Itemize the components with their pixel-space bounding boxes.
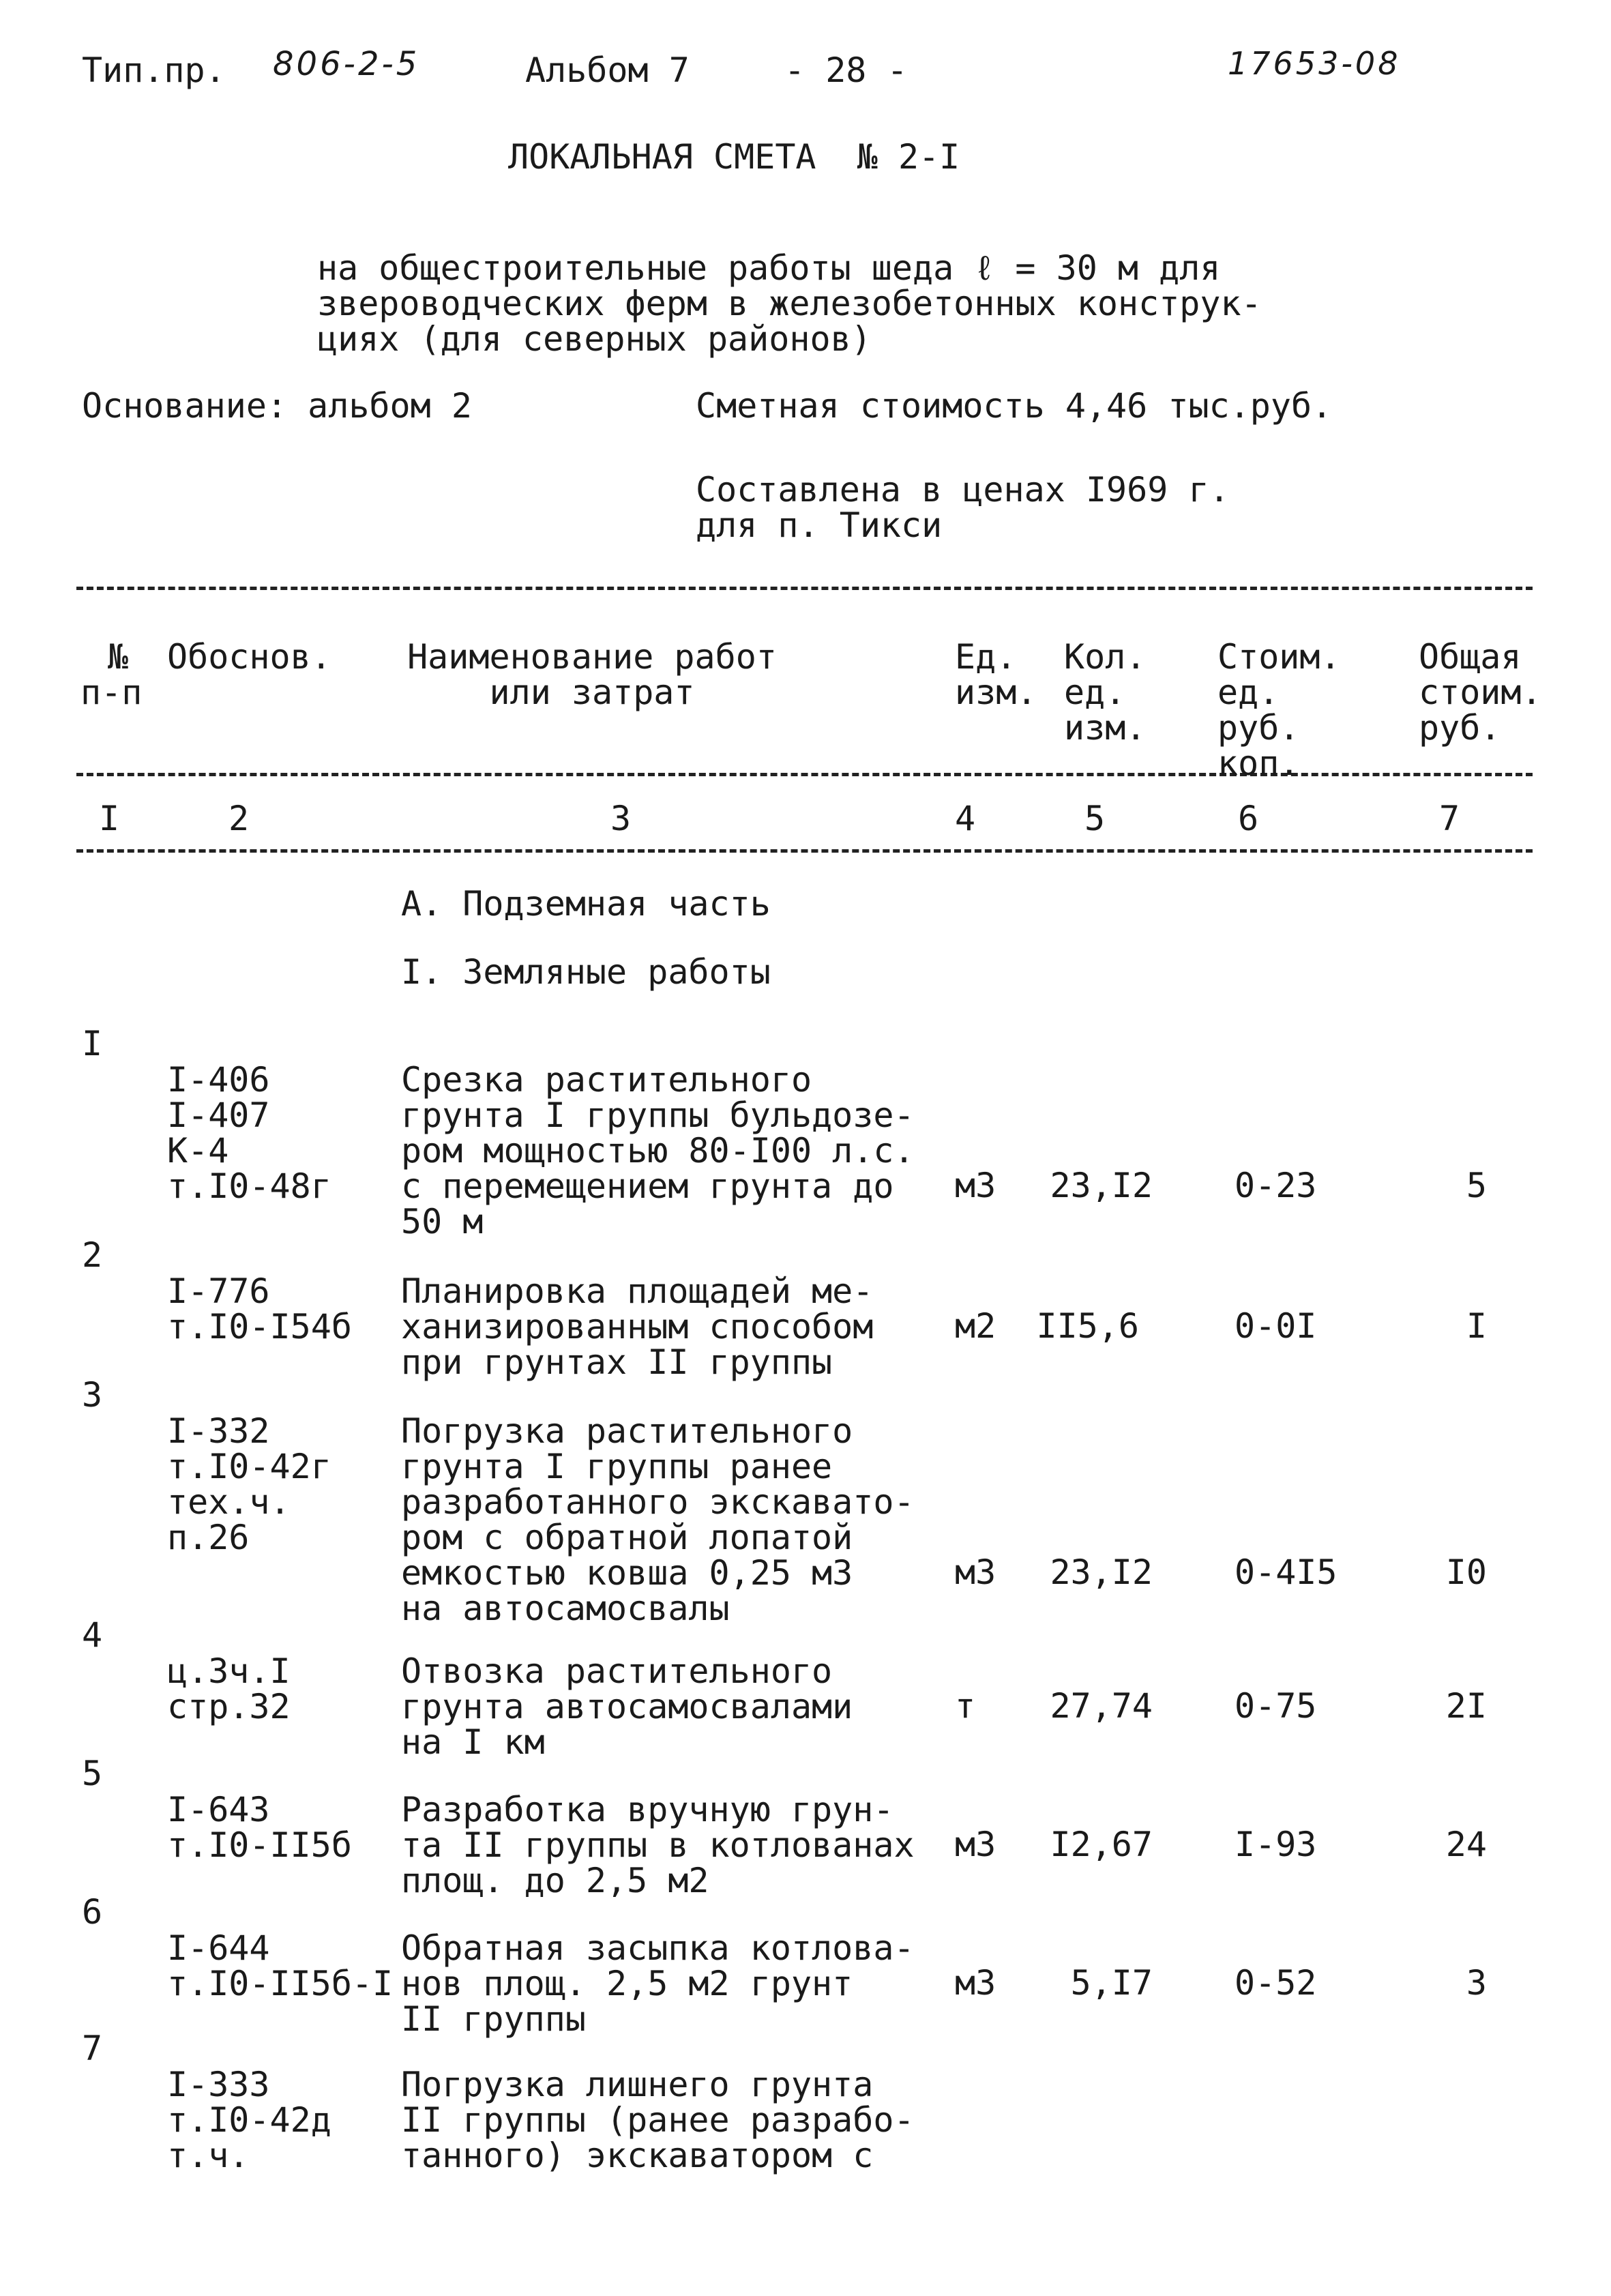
name-line: площ. до 2,5 м2 bbox=[401, 1861, 709, 1900]
header-quantity bbox=[1064, 604, 1146, 781]
header-line: Обоснов. bbox=[167, 637, 331, 677]
document-number: 17653-08 bbox=[1228, 45, 1401, 82]
name-line: ром с обратной лопатой bbox=[401, 1518, 853, 1557]
row-number: 3 bbox=[82, 1375, 103, 1415]
name-line: та II группы в котлованах bbox=[401, 1825, 915, 1865]
row-total: 2I bbox=[1445, 1686, 1487, 1726]
basis-line: т.I0-42д bbox=[167, 2100, 331, 2140]
row-total: I bbox=[1466, 1306, 1487, 1346]
column-number: 4 bbox=[954, 799, 976, 838]
name-line: с перемещением грунта до bbox=[401, 1166, 894, 1206]
row-total: 3 bbox=[1466, 1963, 1487, 2003]
header-line: № bbox=[108, 637, 129, 677]
row-number: I bbox=[82, 1024, 103, 1063]
name-line: Отвозка растительного bbox=[401, 1651, 833, 1691]
header-line: изм. bbox=[1064, 708, 1147, 748]
row-unit-cost: I-93 bbox=[1235, 1825, 1317, 1864]
row-quantity: II5,6 bbox=[1036, 1306, 1139, 1346]
row-unit-cost: 0-52 bbox=[1235, 1963, 1317, 2003]
row-unit: м3 bbox=[955, 1166, 996, 1205]
basis-line: т.I0-II5б bbox=[167, 1825, 352, 1865]
header-line: Наименование работ bbox=[407, 637, 777, 677]
name-line: II группы bbox=[401, 1999, 586, 2039]
name-line: Погрузка лишнего грунта bbox=[401, 2065, 874, 2104]
name-line: Разработка вручную грун- bbox=[401, 1790, 894, 1829]
row-unit: т bbox=[955, 1686, 976, 1726]
row-number: 4 bbox=[82, 1615, 103, 1655]
basis-line: I-406 bbox=[167, 1060, 270, 1100]
header-line: ед. bbox=[1217, 673, 1280, 712]
price-basis bbox=[696, 437, 1230, 578]
column-number: 7 bbox=[1438, 799, 1460, 838]
row-unit-cost: 0-0I bbox=[1235, 1306, 1317, 1346]
row-quantity: 23,I2 bbox=[1050, 1166, 1153, 1205]
row-quantity: I2,67 bbox=[1050, 1825, 1153, 1864]
row-unit-cost: 0-75 bbox=[1235, 1686, 1317, 1726]
basis-line: т.I0-42г bbox=[167, 1447, 331, 1486]
header-unit bbox=[955, 604, 1037, 746]
header-line: или затрат bbox=[489, 673, 695, 712]
row-quantity: 5,I7 bbox=[1070, 1963, 1153, 2003]
basis-line: I-333 bbox=[167, 2065, 270, 2104]
row-unit: м3 bbox=[955, 1825, 996, 1864]
name-line: Срезка растительного bbox=[401, 1060, 812, 1100]
name-line: ханизированным способом bbox=[401, 1307, 874, 1346]
estimated-cost: Сметная стоимость 4,46 тыс.руб. bbox=[696, 386, 1333, 426]
row-basis bbox=[167, 2031, 331, 2244]
name-line: ром мощностью 80-I00 л.с. bbox=[401, 1131, 915, 1171]
project-code: 806-2-5 bbox=[273, 45, 420, 83]
row-unit-cost: 0-23 bbox=[1235, 1166, 1317, 1205]
row-quantity: 27,74 bbox=[1050, 1686, 1153, 1726]
name-line: Планировка площадей ме- bbox=[401, 1271, 874, 1311]
row-number: 7 bbox=[82, 2029, 103, 2068]
name-line: II группы (ранее разрабо- bbox=[401, 2100, 915, 2140]
price-line: Составлена в ценах I969 г. bbox=[696, 470, 1230, 510]
column-number: I bbox=[98, 799, 120, 838]
table-top-rule bbox=[76, 587, 1533, 590]
basis-line: п.26 bbox=[167, 1518, 250, 1557]
type-label: Тип.пр. bbox=[82, 50, 226, 90]
basis-text: Основание: альбом 2 bbox=[82, 386, 472, 426]
header-line: изм. bbox=[955, 673, 1037, 712]
row-basis bbox=[167, 1378, 331, 1626]
basis-line: тех.ч. bbox=[167, 1482, 291, 1522]
header-line: Ед. bbox=[955, 637, 1017, 677]
name-line: танного) экскаватором с bbox=[401, 2136, 874, 2175]
column-number: 3 bbox=[610, 799, 632, 838]
basis-line: I-776 bbox=[167, 1271, 270, 1311]
basis-line: т.I0-48г bbox=[167, 1166, 331, 1206]
name-line: на I км bbox=[401, 1722, 545, 1762]
header-line: Кол. bbox=[1064, 637, 1147, 677]
header-line: ед. bbox=[1064, 673, 1126, 712]
name-line: разработанного экскавато- bbox=[401, 1482, 915, 1522]
header-unit-cost bbox=[1217, 604, 1341, 816]
section-heading: А. Подземная часть bbox=[401, 884, 771, 924]
header-basis bbox=[167, 604, 331, 710]
name-line: нов площ. 2,5 м2 грунт bbox=[401, 1964, 853, 2003]
name-line: на автосамосвалы bbox=[401, 1589, 730, 1628]
basis-line: ц.3ч.I bbox=[167, 1651, 291, 1691]
page-number: - 28 - bbox=[784, 50, 908, 90]
row-name bbox=[401, 2031, 915, 2244]
header-line: Общая bbox=[1419, 637, 1522, 677]
basis-line: I-407 bbox=[167, 1095, 270, 1135]
basis-line: т.I0-I54б bbox=[167, 1307, 352, 1346]
name-line: 50 м bbox=[401, 1202, 484, 1241]
basis-line: I-644 bbox=[167, 1928, 270, 1968]
header-name bbox=[401, 604, 783, 746]
row-number: 5 bbox=[82, 1754, 103, 1793]
name-line: Погрузка растительного bbox=[401, 1411, 853, 1451]
name-line: грунта I группы бульдозе- bbox=[401, 1095, 915, 1135]
row-number: 2 bbox=[82, 1235, 103, 1275]
row-unit-cost: 0-4I5 bbox=[1235, 1552, 1337, 1592]
row-total: 24 bbox=[1445, 1825, 1487, 1864]
header-line: руб. bbox=[1419, 708, 1501, 748]
row-unit: м3 bbox=[955, 1552, 996, 1592]
basis-line: т.I0-II5б-I bbox=[167, 1964, 394, 2003]
header-line: п-п bbox=[80, 673, 143, 712]
name-line: при грунтах II группы bbox=[401, 1342, 833, 1382]
row-total: I0 bbox=[1445, 1552, 1487, 1592]
row-unit: м2 bbox=[955, 1306, 996, 1346]
row-total: 5 bbox=[1466, 1166, 1487, 1205]
header-line: стоим. bbox=[1419, 673, 1542, 712]
album-label: Альбом 7 bbox=[525, 50, 690, 90]
header-number bbox=[80, 604, 142, 746]
column-number: 2 bbox=[228, 799, 250, 838]
basis-line: К-4 bbox=[167, 1131, 229, 1171]
row-quantity: 23,I2 bbox=[1050, 1552, 1153, 1592]
name-line: грунта I группы ранее bbox=[401, 1447, 833, 1486]
name-line: грунта автосамосвалами bbox=[401, 1687, 853, 1726]
column-number: 5 bbox=[1084, 799, 1106, 838]
document-title: ЛОКАЛЬНАЯ СМЕТА № 2-I bbox=[508, 137, 960, 177]
price-line: для п. Тикси bbox=[696, 505, 943, 545]
subtitle-line: звероводческих ферм в железобетонных конструк- bbox=[317, 284, 1262, 323]
basis-line: т.ч. bbox=[167, 2136, 250, 2175]
header-total bbox=[1419, 604, 1542, 781]
row-number: 6 bbox=[82, 1892, 103, 1932]
header-line: руб. bbox=[1217, 708, 1300, 748]
header-line: Стоим. bbox=[1217, 637, 1341, 677]
basis-line: I-332 bbox=[167, 1411, 270, 1451]
basis-line: стр.32 bbox=[167, 1687, 291, 1726]
row-unit: м3 bbox=[955, 1963, 996, 2003]
column-numbers-rule bbox=[76, 849, 1533, 853]
basis-line: I-643 bbox=[167, 1790, 270, 1829]
subsection-heading: I. Земляные работы bbox=[401, 952, 771, 992]
column-number: 6 bbox=[1237, 799, 1259, 838]
document-subtitle bbox=[317, 215, 1262, 392]
name-line: Обратная засыпка котлова- bbox=[401, 1928, 915, 1968]
header-line: коп. bbox=[1217, 744, 1300, 783]
name-line: емкостью ковша 0,25 м3 bbox=[401, 1553, 853, 1593]
subtitle-line: на общестроительные работы шеда ℓ = 30 м для bbox=[317, 248, 1221, 288]
subtitle-line: циях (для северных районов) bbox=[317, 319, 872, 359]
